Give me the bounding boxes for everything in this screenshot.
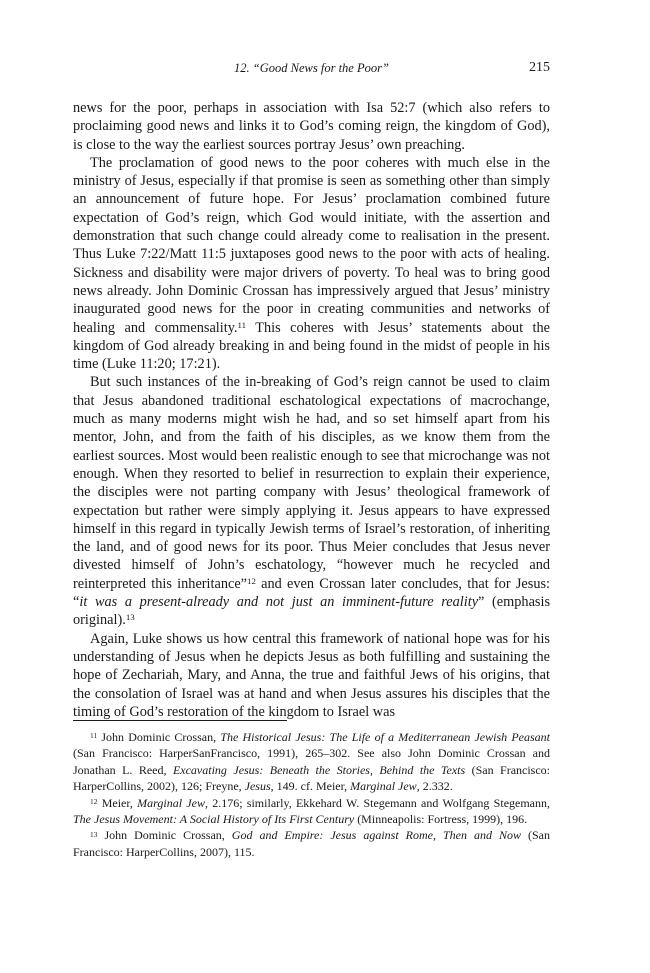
footnote-title: The Historical Jesus: The Life of a Mediterranean Jewish Peasant: [220, 730, 550, 744]
paragraph-1-text: news for the poor, perhaps in association with Isa 52:7 (which also refers to proclaiming good news and links it to God’s coming reign, the kingdom of God), is close to the way the earliest sources portray Jesus’ own preaching.: [73, 100, 550, 153]
footnotes: [73, 729, 550, 860]
footnote-text: John Dominic Crossan,: [97, 730, 221, 744]
footnote-title: The Jesus Movement: A Social History of Its First Century: [73, 812, 355, 827]
footnote-title: Excavating Jesus: Beneath the Stories, Behind the Texts: [172, 762, 466, 777]
paragraph-3: [73, 373, 550, 629]
footnote-title: Marginal Jew: [137, 795, 205, 810]
footnote-text: , 149. cf. Meier,: [270, 779, 351, 794]
footnote-text: , 2.332.: [416, 779, 453, 794]
paragraph-4-text: Again, Luke shows us how central this framework of national hope was for his understanding of Jesus when he depicts Jesus as both fulfilling and sustaining the hope of Zechariah, Mary, and Anna, the true and faithful Jews of his origins, that the consolation of Israel was at hand and when Jesus assures his disciples that the timing of God’s restoration of the kingdom to Israel was: [73, 630, 550, 720]
footnote-divider: [73, 720, 287, 721]
footnote-11: [73, 729, 550, 795]
paragraph-4: [73, 630, 550, 721]
body-text: [73, 99, 550, 721]
paragraph-3-text-b: and even Crossan later concludes, that for Jesus: “: [73, 575, 551, 611]
footnote-ref-11[interactable]: 11: [237, 319, 247, 330]
footnote-ref-13[interactable]: 13: [125, 612, 135, 623]
footnote-text: Meier,: [97, 795, 138, 810]
footnote-text: (San Francisco: HarperSanFrancisco, 1991), 265–302. See also John Dominic Crossan and Jonathan L. Reed,: [73, 746, 550, 777]
footnote-13: [73, 827, 550, 860]
footnote-text: (Minneapolis: Fortress, 1999), 196.: [354, 812, 528, 827]
page-number: 215: [529, 60, 550, 75]
footnote-text: , 2.176; similarly, Ekkehard W. Stegemann and Wolfgang Stegemann,: [204, 795, 551, 810]
running-head: [73, 61, 550, 79]
paragraph-2: [73, 154, 550, 374]
paragraph-1: [73, 99, 550, 154]
paragraph-3-text-a: But such instances of the in-breaking of God’s reign cannot be used to claim that Jesus abandoned traditional eschatological expectations of macrochange, much as many moderns might wish he had, and so set himself apart from his mentor, John, and from the faith of his disciples, as we know them from the earliest sources. Most would been realistic enough to see that microchange was not enough. When they resorted to belief in resurrection to explain their experience, the disciples were not parting company with Jesus’ theological framework of expectation but rather were simply applying it. Jesus appears to have expressed himself in this regard in typically Jewish terms of Israel’s restoration, of inheriting the land, and of good news for its poor. Thus Meier concludes that Jesus never divested himself of John’s eschatology, “however much he recycled and reinterpreted this inheritance”: [73, 374, 550, 592]
footnote-number: 13: [90, 829, 98, 839]
footnote-text: John Dominic Crossan,: [97, 828, 232, 843]
running-title: 12. “Good News for the Poor”: [234, 61, 389, 75]
paragraph-2-text-b: This coheres with Jesus’ statements about the kingdom of God already breaking in and being found in the midst of people in his time (Luke 11:20; 17:21).: [73, 319, 550, 373]
footnote-number: 12: [90, 797, 98, 807]
footnote-text: (San Francisco: HarperCollins, 2007), 115.: [73, 828, 550, 859]
footnote-title: God and Empire: Jesus against Rome, Then and Now: [231, 828, 521, 843]
paragraph-2-text-a: The proclamation of good news to the poor coheres with much else in the ministry of Jesus, especially if that promise is seen as something other than simply an announcement of future hope. For Jesus’ proclamation combined future expectation of God’s reign, which God would initiate, with the assertion and demonstration that such change could already come to realisation in the present. Thus Luke 7:22/Matt 11:5 juxtaposes good news to the poor with acts of healing. Sickness and disability were major drivers of poverty. To heal was to bring good news already. John Dominic Crossan has impressively argued that Jesus’ ministry inaugurated good news for the poor in creating communities and networks of healing and commensality.: [73, 154, 550, 336]
footnote-12: [73, 795, 550, 828]
paragraph-3-text-c: ” (emphasis original).: [73, 594, 551, 629]
footnote-ref-12[interactable]: 12: [247, 575, 256, 586]
footnote-title: Jesus: [244, 779, 271, 794]
footnote-title: Marginal Jew: [350, 779, 417, 794]
footnote-number: 11: [90, 731, 98, 741]
footnote-text: (San Francisco: HarperCollins, 2002), 126; Freyne,: [73, 762, 551, 794]
paragraph-3-quote: it was a present-already and not just an imminent-future reality: [79, 594, 479, 611]
